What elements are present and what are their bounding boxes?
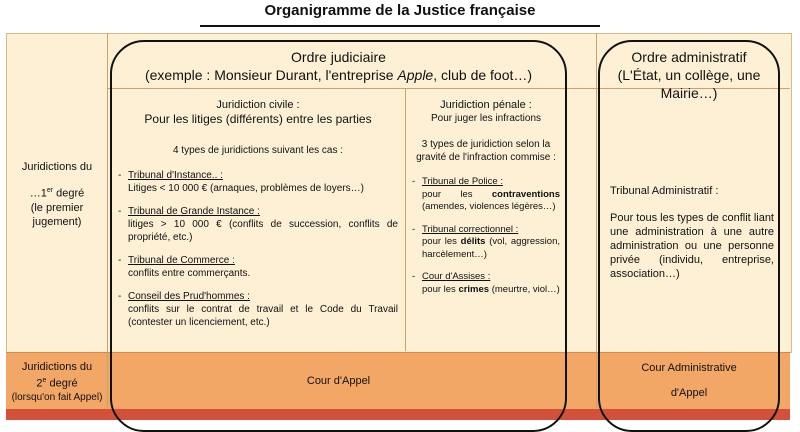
- civile-item-name: - Tribunal d'Instance.. :: [128, 170, 223, 181]
- civile-subtitle: Pour les litiges (différents) entre les parties: [144, 112, 372, 126]
- cour-administrative-line1: Cour Administrative: [641, 362, 737, 374]
- first-degree-label: [8, 160, 106, 229]
- first-degree-line2: …1er degré: [29, 187, 85, 200]
- civile-list: [118, 169, 398, 329]
- civile-item: [118, 169, 398, 195]
- penale-item-desc: pour les crimes (meurtre, viol…): [422, 283, 560, 295]
- first-degree-line3: (le premier: [30, 201, 84, 214]
- ordre-administratif-title: Ordre administratif: [631, 49, 747, 65]
- ordre-judiciaire-title: Ordre judiciaire: [291, 49, 386, 65]
- tribunal-administratif-title: Tribunal Administratif :: [610, 185, 719, 197]
- civile-item-name: - Conseil des Prud'hommes :: [128, 291, 250, 302]
- second-degree-line2: 2e degré: [36, 377, 78, 390]
- ordre-judiciaire-header: [112, 48, 565, 84]
- penale-intro: 3 types de juridiction selon la gravité de l'infraction commise :: [416, 139, 556, 163]
- penale-item-name: - Cour d'Assises :: [422, 271, 491, 282]
- juridiction-civile: [118, 98, 398, 339]
- second-degree-line3: (lorsqu'on fait Appel): [11, 391, 103, 403]
- order-divider: [596, 33, 597, 408]
- second-degree-line1: Juridictions du: [21, 361, 93, 373]
- ordre-judiciaire-example: (exemple : Monsieur Durant, l'entreprise Apple, club de foot…): [144, 67, 533, 83]
- penale-item-desc: pour les délits (vol, aggression, harcèlement…): [422, 236, 560, 260]
- civile-item: [118, 254, 398, 280]
- cour-administrative-line2: d'Appel: [670, 387, 708, 399]
- penale-subtitle: Pour juger les infractions: [430, 113, 542, 124]
- ordre-administratif-example: (L'État, un collège, une Mairie…): [617, 67, 761, 101]
- civile-intro: 4 types de juridictions suivant les cas :: [172, 145, 344, 156]
- civile-item-desc: conflits sur le contrat de travail et le Code du Travail (contester un licenciement, etc.): [128, 304, 398, 328]
- tribunal-administratif: [610, 184, 774, 281]
- tribunal-administratif-desc: Pour tous les types de conflit liant une administration à une autre administration ou une personne privée (individu, entreprise, association…): [610, 212, 774, 280]
- civile-item-desc: conflits entre commerçants.: [128, 268, 251, 279]
- civile-item: [118, 290, 398, 329]
- cour-administrative-appel: [600, 361, 778, 400]
- penale-item: [412, 176, 560, 214]
- first-degree-line4: jugement): [32, 215, 82, 228]
- penale-item-name: - Tribunal correctionnel :: [422, 223, 519, 235]
- penale-item: [412, 224, 560, 262]
- civile-item-name: - Tribunal de Grande Instance :: [128, 206, 260, 217]
- second-degree-label: [8, 360, 106, 404]
- civile-item-desc: Litiges < 10 000 € (arnaques, problèmes de loyers…): [128, 183, 364, 194]
- civile-item-desc: litiges > 10 000 € (conflits de succession, conflits de propriété, etc.): [128, 219, 398, 243]
- civile-item: [118, 205, 398, 244]
- penale-list: [412, 176, 560, 296]
- penale-title: Juridiction pénale :: [440, 99, 532, 111]
- ordre-administratif-header: [604, 48, 774, 102]
- penale-item-desc: pour les contraventions (amendes, violences légères…): [422, 188, 560, 212]
- penale-item: [412, 271, 560, 296]
- juridiction-penale: [412, 98, 560, 306]
- cour-appel: Cour d'Appel: [306, 375, 371, 387]
- title-underline: [200, 25, 600, 27]
- civile-title: Juridiction civile :: [216, 99, 300, 111]
- first-degree-line1: Juridictions du: [21, 161, 93, 173]
- page-title: Organigramme de la Justice française: [264, 2, 536, 19]
- civile-item-name: - Tribunal de Commerce :: [128, 255, 235, 266]
- left-column-divider: [107, 33, 108, 408]
- penale-item-name: - Tribunal de Police :: [422, 176, 503, 187]
